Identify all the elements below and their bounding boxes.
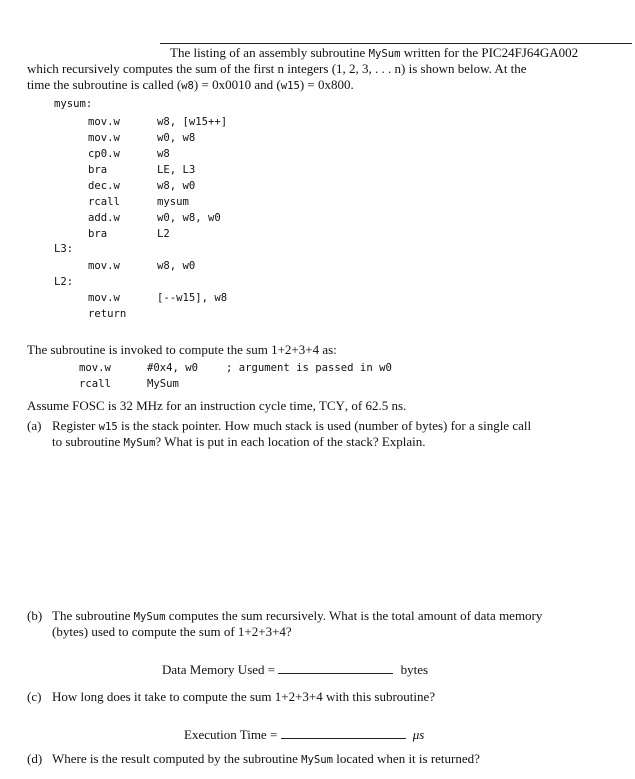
question-text: Where is the result computed by the subroutine: [52, 751, 302, 766]
question-d-text: [52, 751, 480, 767]
answer-unit: μs: [412, 727, 425, 742]
question-b-line-2: (bytes) used to compute the sum of 1+2+3+4?: [52, 624, 292, 639]
question-a-label: (a): [27, 418, 42, 433]
invoke-arg-2: MySum: [147, 378, 179, 390]
answer-blank-memory[interactable]: [278, 673, 393, 674]
intro-text: ) = 0x800.: [299, 77, 354, 92]
code-mysum: MySum: [133, 611, 166, 623]
question-b-line-1: [52, 608, 542, 624]
listing-op: dec.w: [88, 180, 120, 192]
answer-unit: bytes: [400, 662, 429, 677]
intro-text: The listing of an assembly subroutine: [170, 45, 369, 60]
invoke-comment: ; argument is passed in w0: [226, 362, 392, 374]
assume-part: is 32 MHz for an instruction cycle time, T: [104, 398, 327, 413]
answer-execution-time: [184, 727, 424, 743]
intro-text: written for the PIC24FJ64GA002: [400, 45, 579, 60]
listing-op: mov.w: [88, 132, 120, 144]
listing-op: bra: [88, 164, 108, 176]
intro-text: ) = 0x0010 and (: [193, 77, 281, 92]
question-text: The subroutine: [52, 608, 134, 623]
code-w15: w15: [98, 421, 118, 433]
listing-op: add.w: [88, 212, 120, 224]
assume-subscript: OSC: [79, 398, 105, 413]
answer-blank-time[interactable]: [281, 738, 406, 739]
assume-text: [27, 398, 406, 414]
listing-op: rcall: [88, 196, 120, 208]
listing-arg: w0, w8: [157, 132, 196, 144]
question-text: to subroutine: [52, 434, 124, 449]
listing-arg: w8, [w15++]: [157, 116, 228, 128]
listing-op: mov.w: [88, 116, 120, 128]
question-a-line-1: [52, 418, 531, 434]
question-b-label: (b): [27, 608, 43, 623]
question-c-label: (c): [27, 689, 42, 704]
intro-line-2: which recursively computes the sum of the first n integers (1, 2, 3, . . . n) is shown below. At the: [27, 61, 527, 76]
listing-arg: mysum: [157, 196, 189, 208]
code-mysum: MySum: [368, 48, 401, 60]
listing-arg: w8: [157, 148, 170, 160]
question-text: computes the sum recursively. What is the total amount of data memory: [165, 608, 543, 623]
listing-arg: w8, w0: [157, 260, 196, 272]
code-w15: w15: [280, 80, 300, 92]
question-d-label: (d): [27, 751, 43, 766]
invoke-op-1: mov.w: [79, 362, 111, 374]
label-mysum: mysum:: [54, 98, 93, 110]
listing-op: mov.w: [88, 260, 120, 272]
question-a-line-2: [52, 434, 426, 450]
question-text: located when it is returned?: [333, 751, 480, 766]
question-text: Register: [52, 418, 99, 433]
listing-arg: w0, w8, w0: [157, 212, 221, 224]
listing-op: mov.w: [88, 292, 120, 304]
question-c-text: How long does it take to compute the sum 1+2+3+4 with this subroutine?: [52, 689, 436, 704]
listing-op: cp0.w: [88, 148, 120, 160]
assume-subscript: CY: [326, 398, 345, 413]
intro-line-1: [170, 45, 578, 61]
answer-label: Execution Time =: [184, 727, 278, 742]
code-mysum: MySum: [301, 754, 333, 766]
question-text: ? What is put in each location of the stack? Explain.: [155, 434, 426, 449]
answer-label: Data Memory Used =: [162, 662, 276, 677]
listing-arg: w8, w0: [157, 180, 196, 192]
listing-op: bra: [88, 228, 108, 240]
top-rule: [160, 43, 632, 44]
label-l3: L3:: [54, 243, 74, 255]
intro-text: time the subroutine is called (: [27, 77, 182, 92]
intro-line-3: [27, 77, 354, 93]
question-text: is the stack pointer. How much stack is used (number of bytes) for a single call: [117, 418, 532, 433]
invoke-op-2: rcall: [79, 378, 111, 390]
invoke-text: The subroutine is invoked to compute the sum 1+2+3+4 as:: [27, 342, 337, 357]
answer-data-memory: [162, 662, 428, 678]
assume-part: Assume F: [27, 398, 80, 413]
code-w8: w8: [181, 80, 194, 92]
code-mysum: MySum: [123, 437, 156, 449]
listing-arg: L2: [157, 228, 170, 240]
listing-arg: LE, L3: [157, 164, 196, 176]
listing-op: return: [88, 308, 127, 320]
listing-arg: [--w15], w8: [157, 292, 228, 304]
label-l2: L2:: [54, 276, 74, 288]
invoke-arg-1: #0x4, w0: [147, 362, 199, 374]
assume-part: , of 62.5 ns.: [344, 398, 407, 413]
